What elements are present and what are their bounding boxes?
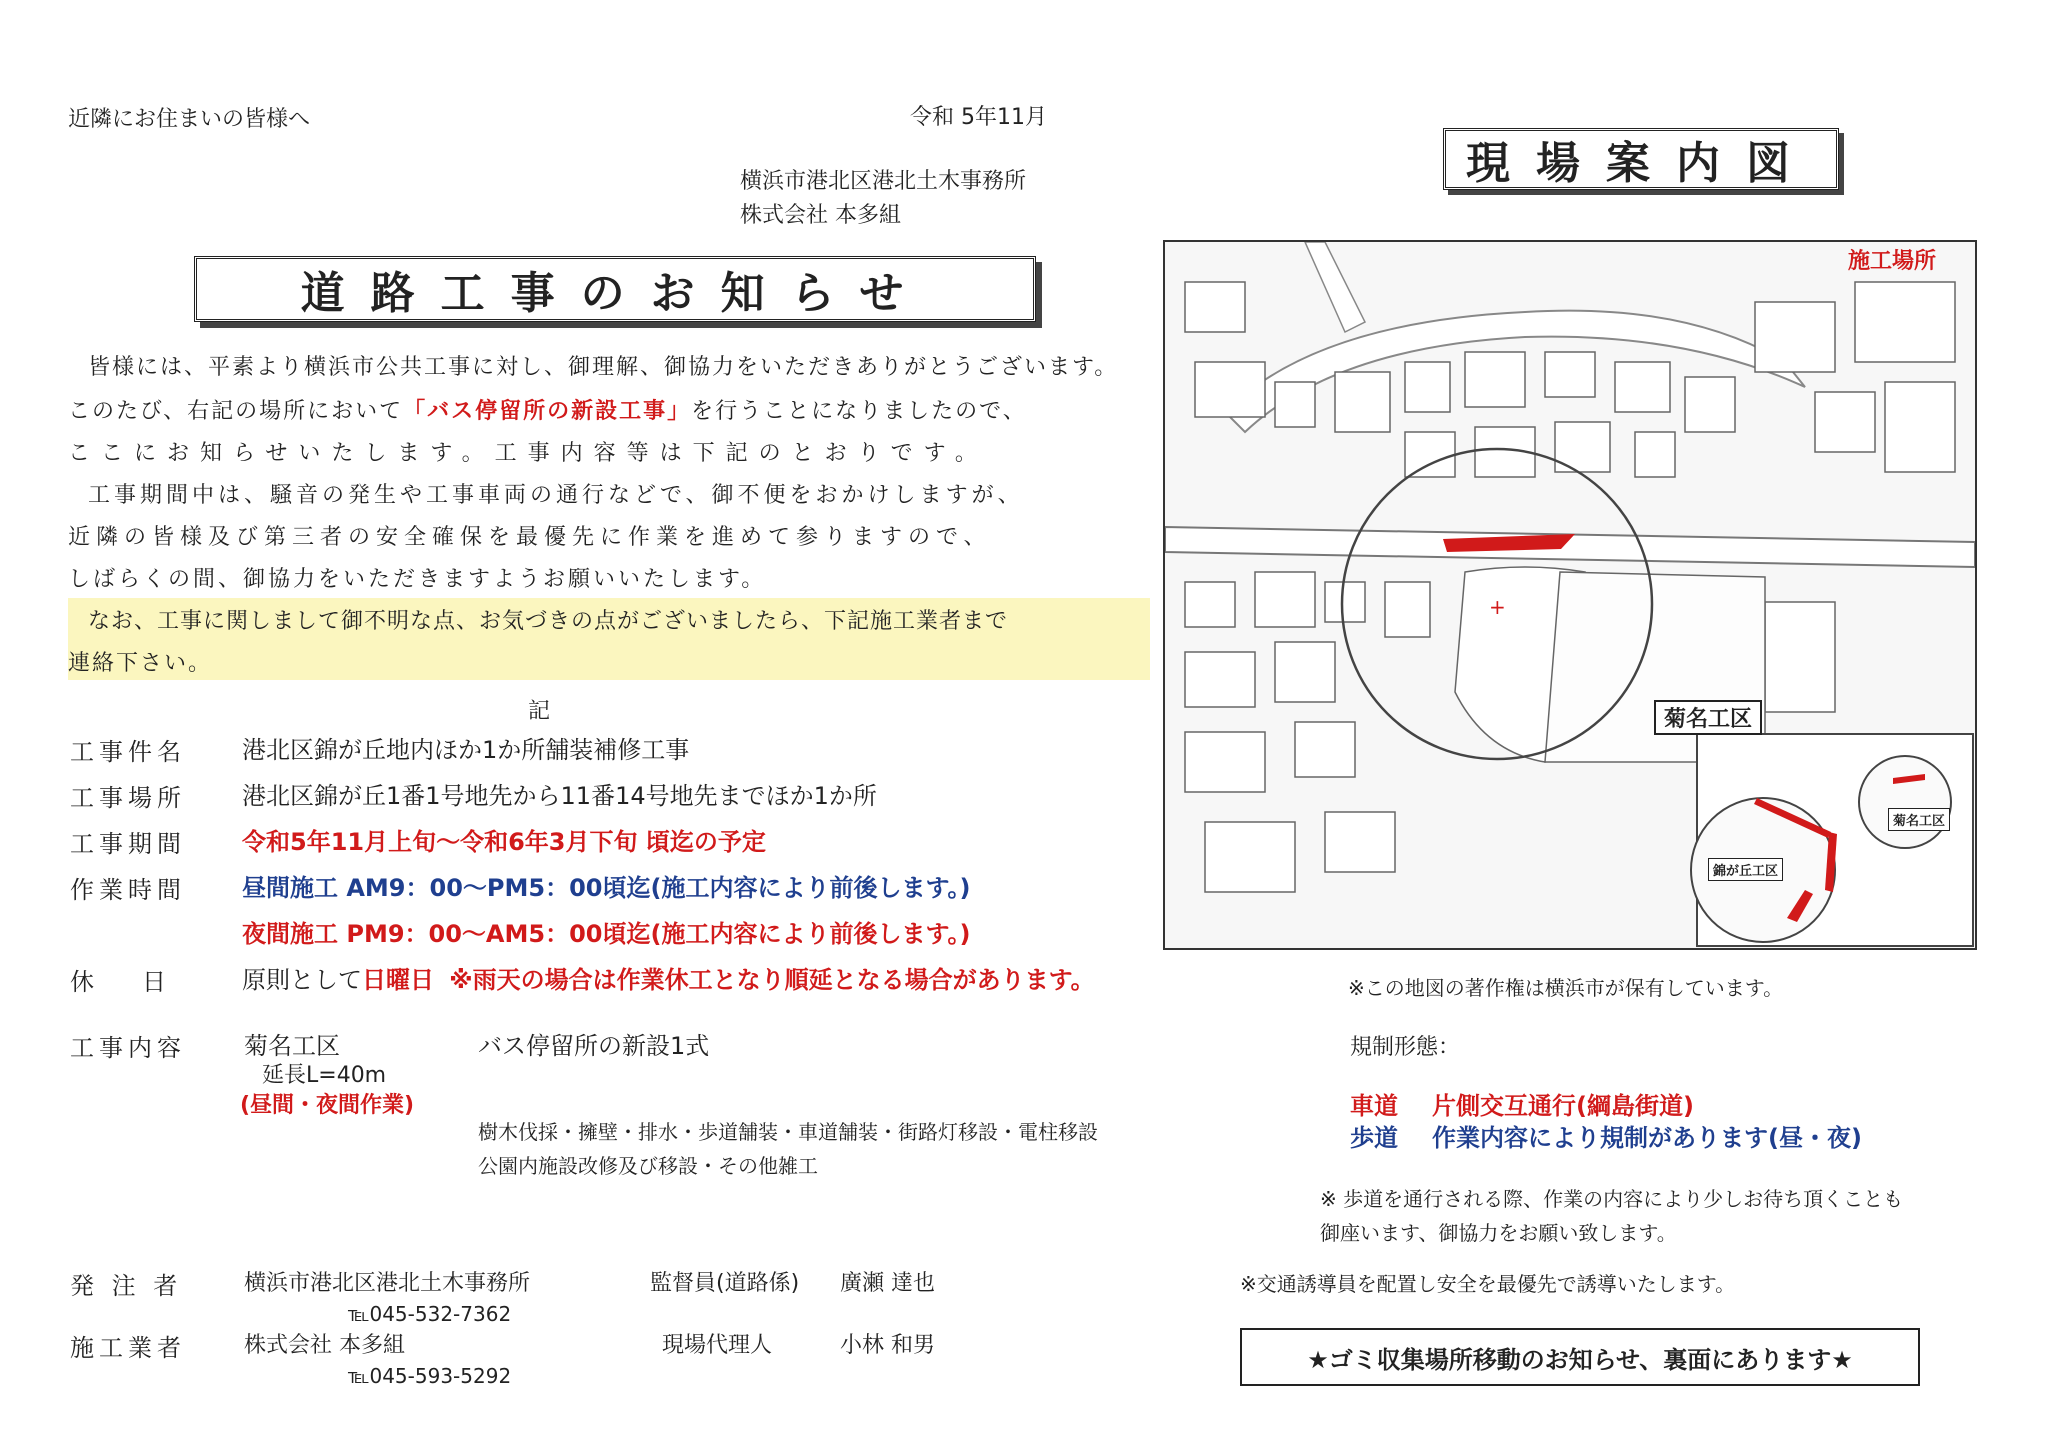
- content-length: 延長L=40m: [262, 1063, 387, 1088]
- name-label: 工事件名: [70, 738, 186, 766]
- holiday-note: ※雨天の場合は作業休工となり順延となる場合があります。: [449, 966, 1095, 994]
- content-label: 工事内容: [70, 1034, 186, 1062]
- contractor-name: 株式会社 本多組: [244, 1333, 405, 1358]
- supervisor-role: 監督員(道路係): [650, 1271, 800, 1296]
- issue-date: 令和 5年11月: [910, 105, 1047, 130]
- body-line-6: しばらくの間、御協力をいただきますようお願いいたします。: [68, 567, 767, 592]
- issuer-company: 株式会社 本多組: [740, 203, 901, 228]
- agent-role: 現場代理人: [662, 1333, 773, 1358]
- hours-day: 昼間施工 AM9：00～PM5：00頃迄(施工内容により前後します。): [242, 874, 971, 902]
- notice-title-box: [194, 256, 1036, 322]
- hours-label: 作業時間: [70, 876, 186, 904]
- content-sub-1: 樹木伐採・擁壁・排水・歩道舗装・車道舗装・街路灯移設・電柱移設: [478, 1120, 1098, 1144]
- site-map: [1163, 240, 1977, 950]
- inset-area-2: 菊名工区: [1888, 808, 1950, 831]
- period-label: 工事期間: [70, 830, 186, 858]
- greeting: 近隣にお住まいの皆様へ: [68, 107, 311, 132]
- supervisor-name: 廣瀬 達也: [840, 1271, 935, 1296]
- body-line-2-post: を行うことになりましたので、: [691, 399, 1027, 424]
- holiday-value: [242, 960, 1095, 995]
- regulation-note-1: ※ 歩道を通行される際、作業の内容により少しお待ち頂くことも御座います、御協力をお願い致します。: [1320, 1187, 1904, 1245]
- body-line-1: 皆様には、平素より横浜市公共工事に対し、御理解、御協力をいただきありがとうございます。: [88, 355, 1119, 380]
- agent-name: 小林 和男: [840, 1333, 935, 1358]
- period-value: 令和5年11月上旬～令和6年3月下旬 頃迄の予定: [242, 828, 766, 856]
- hours-night: 夜間施工 PM9：00～AM5：00頃迄(施工内容により前後します。): [242, 920, 971, 948]
- map-title-box: [1443, 128, 1839, 190]
- garbage-notice-box: [1240, 1328, 1920, 1386]
- body-line-3: ここにお知らせいたします。工事内容等は下記のとおりです。: [68, 441, 988, 466]
- orderer-name: 横浜市港北区港北土木事務所: [244, 1271, 531, 1296]
- site-label: 施工場所: [1848, 249, 1937, 274]
- regulation-road-label: 車道: [1350, 1092, 1398, 1120]
- body-line-4: 工事期間中は、騒音の発生や工事車両の通行などで、御不便をおかけしますが、: [88, 483, 1024, 508]
- body-line-2: [68, 394, 1027, 425]
- map-drawing: [1165, 242, 1975, 948]
- regulation-walk-label: 歩道: [1350, 1124, 1398, 1152]
- regulation-heading: 規制形態：: [1350, 1035, 1461, 1060]
- garbage-notice: ★ゴミ収集場所移動のお知らせ、裏面にあります★: [1307, 1345, 1853, 1374]
- regulation-note-2: ※交通誘導員を配置し安全を最優先で誘導いたします。: [1240, 1272, 1736, 1296]
- inset-circle-right: [1859, 756, 1951, 848]
- map-copyright: ※この地図の著作権は横浜市が保有しています。: [1348, 976, 1784, 1000]
- contractor-label: 施工業者: [70, 1334, 186, 1362]
- issuer-office: 横浜市港北区港北土木事務所: [740, 169, 1027, 194]
- content-main: バス停留所の新設1式: [478, 1032, 710, 1060]
- contractor-tel: ℡045-593-5292: [348, 1364, 512, 1388]
- ki-label: 記: [528, 699, 551, 724]
- regulation-road-value: 片側交互通行(綱島街道): [1432, 1092, 1694, 1120]
- content-area: 菊名工区: [244, 1032, 340, 1060]
- content-sub-2: 公園内施設改修及び移設・その他雑工: [478, 1154, 818, 1178]
- regulation-walk-value: 作業内容により規制があります(昼・夜): [1432, 1124, 1862, 1152]
- content-time: (昼間・夜間作業): [240, 1093, 415, 1118]
- place-value: 港北区錦が丘1番1号地先から11番14号地先までほか1か所: [242, 782, 877, 810]
- body-line-2-highlight: 「バス停留所の新設工事」: [403, 399, 692, 424]
- holiday-label: 休 日: [70, 968, 166, 996]
- holiday-sunday: 日曜日: [362, 966, 434, 994]
- orderer-label: 発 注 者: [70, 1272, 183, 1300]
- inset-area-1: 錦が丘工区: [1708, 858, 1783, 881]
- name-value: 港北区錦が丘地内ほか1か所舗装補修工事: [242, 736, 690, 764]
- body-line-2-pre: このたび、右記の場所において: [68, 399, 404, 424]
- area-label: 菊名工区: [1654, 700, 1762, 735]
- body-line-8: 連絡下さい。: [68, 651, 213, 676]
- body-line-5: 近隣の皆様及び第三者の安全確保を最優先に作業を進めて参りますので、: [68, 525, 992, 550]
- park-cross-icon: +: [1489, 595, 1506, 619]
- body-line-7: なお、工事に関しまして御不明な点、お気づきの点がございましたら、下記施工業者まで: [88, 609, 1009, 634]
- orderer-tel: ℡045-532-7362: [348, 1302, 512, 1326]
- notice-title: 道路工事のお知らせ: [300, 268, 930, 319]
- holiday-pre: 原則として: [242, 966, 362, 994]
- place-label: 工事場所: [70, 784, 186, 812]
- map-title: 現場案内図: [1466, 138, 1816, 189]
